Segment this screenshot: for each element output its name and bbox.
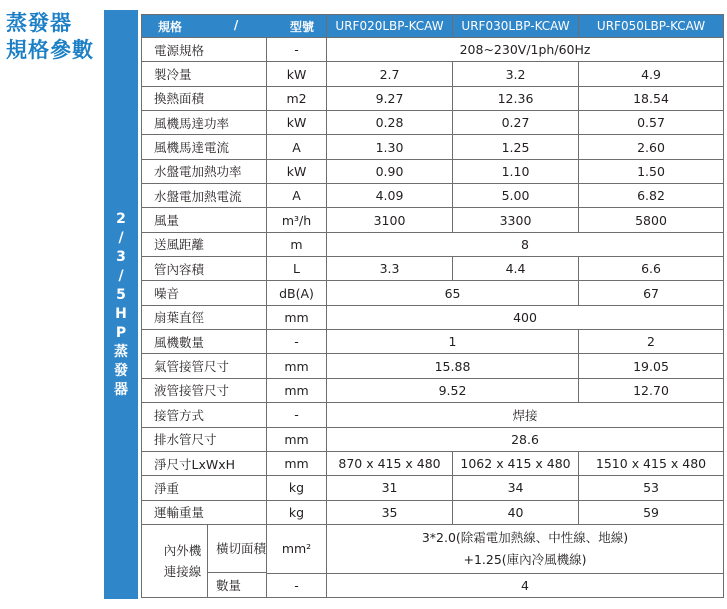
row-unit: mm [267, 378, 327, 402]
row-value: 0.27 [453, 111, 579, 135]
row-label: 換熱面積 [142, 86, 267, 110]
row-label: 風機馬達電流 [142, 135, 267, 159]
header-model-1: URF020LBP-KCAW [327, 15, 453, 38]
row-label: 水盤電加熱電流 [142, 184, 267, 208]
row-label: 管內容積 [142, 257, 267, 281]
cross-section-unit: mm² [267, 524, 327, 573]
table-row [142, 305, 724, 329]
table-row [142, 111, 724, 135]
table-row [142, 500, 724, 524]
row-unit: mm [267, 427, 327, 451]
header-model-2: URF030LBP-KCAW [453, 15, 579, 38]
row-value-span: 8 [327, 232, 724, 256]
row-value: 12.36 [453, 86, 579, 110]
row-label: 電源規格 [142, 38, 267, 62]
row-value: 9.27 [327, 86, 453, 110]
row-value: 0.57 [579, 111, 724, 135]
page-title [6, 10, 94, 64]
side-label-char: / [118, 230, 124, 246]
row-value: 1.25 [453, 135, 579, 159]
row-unit: L [267, 257, 327, 281]
table-row [142, 330, 724, 354]
row-value: 40 [453, 500, 579, 524]
table-row [142, 354, 724, 378]
row-unit: dB(A) [267, 281, 327, 305]
row-label: 水盤電加熱功率 [142, 159, 267, 183]
title-line-1: 蒸發器 [6, 11, 72, 35]
table-row [142, 86, 724, 110]
count-label: 數量 [215, 577, 241, 593]
row-value: 34 [453, 476, 579, 500]
table-row [142, 281, 724, 305]
row-label: 氣管接管尺寸 [142, 354, 267, 378]
row-value: 59 [579, 500, 724, 524]
side-label-char: 蒸 [114, 344, 128, 360]
row-label: 噪音 [142, 281, 267, 305]
row-label: 風機馬達功率 [142, 111, 267, 135]
row-unit: A [267, 135, 327, 159]
row-value: 1.30 [327, 135, 453, 159]
row-unit: mm [267, 305, 327, 329]
side-label [104, 210, 138, 400]
cross-section-value [327, 524, 724, 573]
row-value: 3.2 [453, 62, 579, 86]
side-label-char: 5 [116, 287, 126, 303]
row-unit: m2 [267, 86, 327, 110]
table-row [142, 451, 724, 475]
row-value-pair: 9.52 [327, 378, 579, 402]
row-value: 18.54 [579, 86, 724, 110]
row-value: 2.7 [327, 62, 453, 86]
row-value-pair: 15.88 [327, 354, 579, 378]
header-spec-model [142, 15, 327, 38]
row-value: 2.60 [579, 135, 724, 159]
row-unit: A [267, 184, 327, 208]
row-label: 淨尺寸LxWxH [142, 451, 267, 475]
row-unit: kg [267, 476, 327, 500]
row-value: 31 [327, 476, 453, 500]
row-unit: - [267, 38, 327, 62]
row-label: 液管接管尺寸 [142, 378, 267, 402]
header-model-3: URF050LBP-KCAW [579, 15, 724, 38]
table-row [142, 378, 724, 402]
row-unit: m³/h [267, 208, 327, 232]
row-label: 製冷量 [142, 62, 267, 86]
header-row [142, 15, 724, 38]
row-value: 3300 [453, 208, 579, 232]
row-unit: m [267, 232, 327, 256]
table-row [142, 184, 724, 208]
row-value-span: 400 [327, 305, 724, 329]
row-label: 風機數量 [142, 330, 267, 354]
table-row [142, 208, 724, 232]
row-value-last: 19.05 [579, 354, 724, 378]
side-label-char: H [115, 306, 127, 322]
header-model: 型號 [290, 19, 315, 34]
count-value: 4 [327, 573, 724, 597]
row-value: 1.10 [453, 159, 579, 183]
row-value: 3.3 [327, 257, 453, 281]
connection-group-label-line: 連接線 [163, 563, 202, 579]
header-spec: 規格 [158, 19, 183, 34]
row-unit: kg [267, 500, 327, 524]
spec-table [141, 14, 724, 598]
side-label-char: 3 [116, 249, 126, 265]
connection-group-label-line: 內外機 [163, 542, 202, 558]
row-value: 3100 [327, 208, 453, 232]
row-unit: kW [267, 111, 327, 135]
row-value: 5800 [579, 208, 724, 232]
title-line-2: 規格參數 [6, 38, 94, 62]
row-unit: - [267, 330, 327, 354]
row-value: 0.90 [327, 159, 453, 183]
table-row [142, 257, 724, 281]
table-row [142, 62, 724, 86]
row-value: 1.50 [579, 159, 724, 183]
row-value: 35 [327, 500, 453, 524]
side-label-char: 發 [114, 363, 128, 379]
row-label: 淨重 [142, 476, 267, 500]
side-label-char: / [118, 268, 124, 284]
connection-row-cross-section [142, 524, 724, 573]
row-value: 1510 x 415 x 480 [579, 451, 724, 475]
header-slash: / [233, 17, 239, 32]
row-label: 接管方式 [142, 403, 267, 427]
row-value-last: 12.70 [579, 378, 724, 402]
row-value: 6.82 [579, 184, 724, 208]
cross-section-label: 橫切面積 [208, 525, 266, 573]
row-value-span: 焊接 [327, 403, 724, 427]
cross-section-value-line: 3*2.0(除霜電加熱線、中性線、地線) [421, 529, 629, 545]
row-label: 運輸重量 [142, 500, 267, 524]
row-label: 送風距離 [142, 232, 267, 256]
row-label: 排水管尺寸 [142, 427, 267, 451]
table-row [142, 159, 724, 183]
table-row [142, 38, 724, 62]
side-label-char: 2 [116, 211, 126, 227]
row-label: 扇葉直徑 [142, 305, 267, 329]
count-unit: - [267, 573, 327, 597]
row-value-pair: 65 [327, 281, 579, 305]
side-band [104, 10, 138, 599]
row-value: 0.28 [327, 111, 453, 135]
side-label-char: 器 [114, 382, 128, 398]
row-value-span: 208~230V/1ph/60Hz [327, 38, 724, 62]
row-unit: mm [267, 451, 327, 475]
row-value: 1062 x 415 x 480 [453, 451, 579, 475]
row-value-last: 2 [579, 330, 724, 354]
row-value-span: 28.6 [327, 427, 724, 451]
connection-group-label [142, 524, 267, 597]
row-value: 4.09 [327, 184, 453, 208]
row-value-last: 67 [579, 281, 724, 305]
table-row [142, 403, 724, 427]
cross-section-value-line: +1.25(庫內冷風機線) [463, 551, 587, 567]
side-label-char: P [115, 325, 127, 341]
table-row [142, 476, 724, 500]
table-row [142, 232, 724, 256]
row-label: 風量 [142, 208, 267, 232]
row-unit: kW [267, 62, 327, 86]
row-value-pair: 1 [327, 330, 579, 354]
row-value: 870 x 415 x 480 [327, 451, 453, 475]
row-value: 4.9 [579, 62, 724, 86]
row-value: 6.6 [579, 257, 724, 281]
table-row [142, 427, 724, 451]
table-row [142, 135, 724, 159]
row-value: 53 [579, 476, 724, 500]
spec-body [142, 38, 724, 598]
row-unit: kW [267, 159, 327, 183]
row-value: 4.4 [453, 257, 579, 281]
row-value: 5.00 [453, 184, 579, 208]
row-unit: mm [267, 354, 327, 378]
row-unit: - [267, 403, 327, 427]
